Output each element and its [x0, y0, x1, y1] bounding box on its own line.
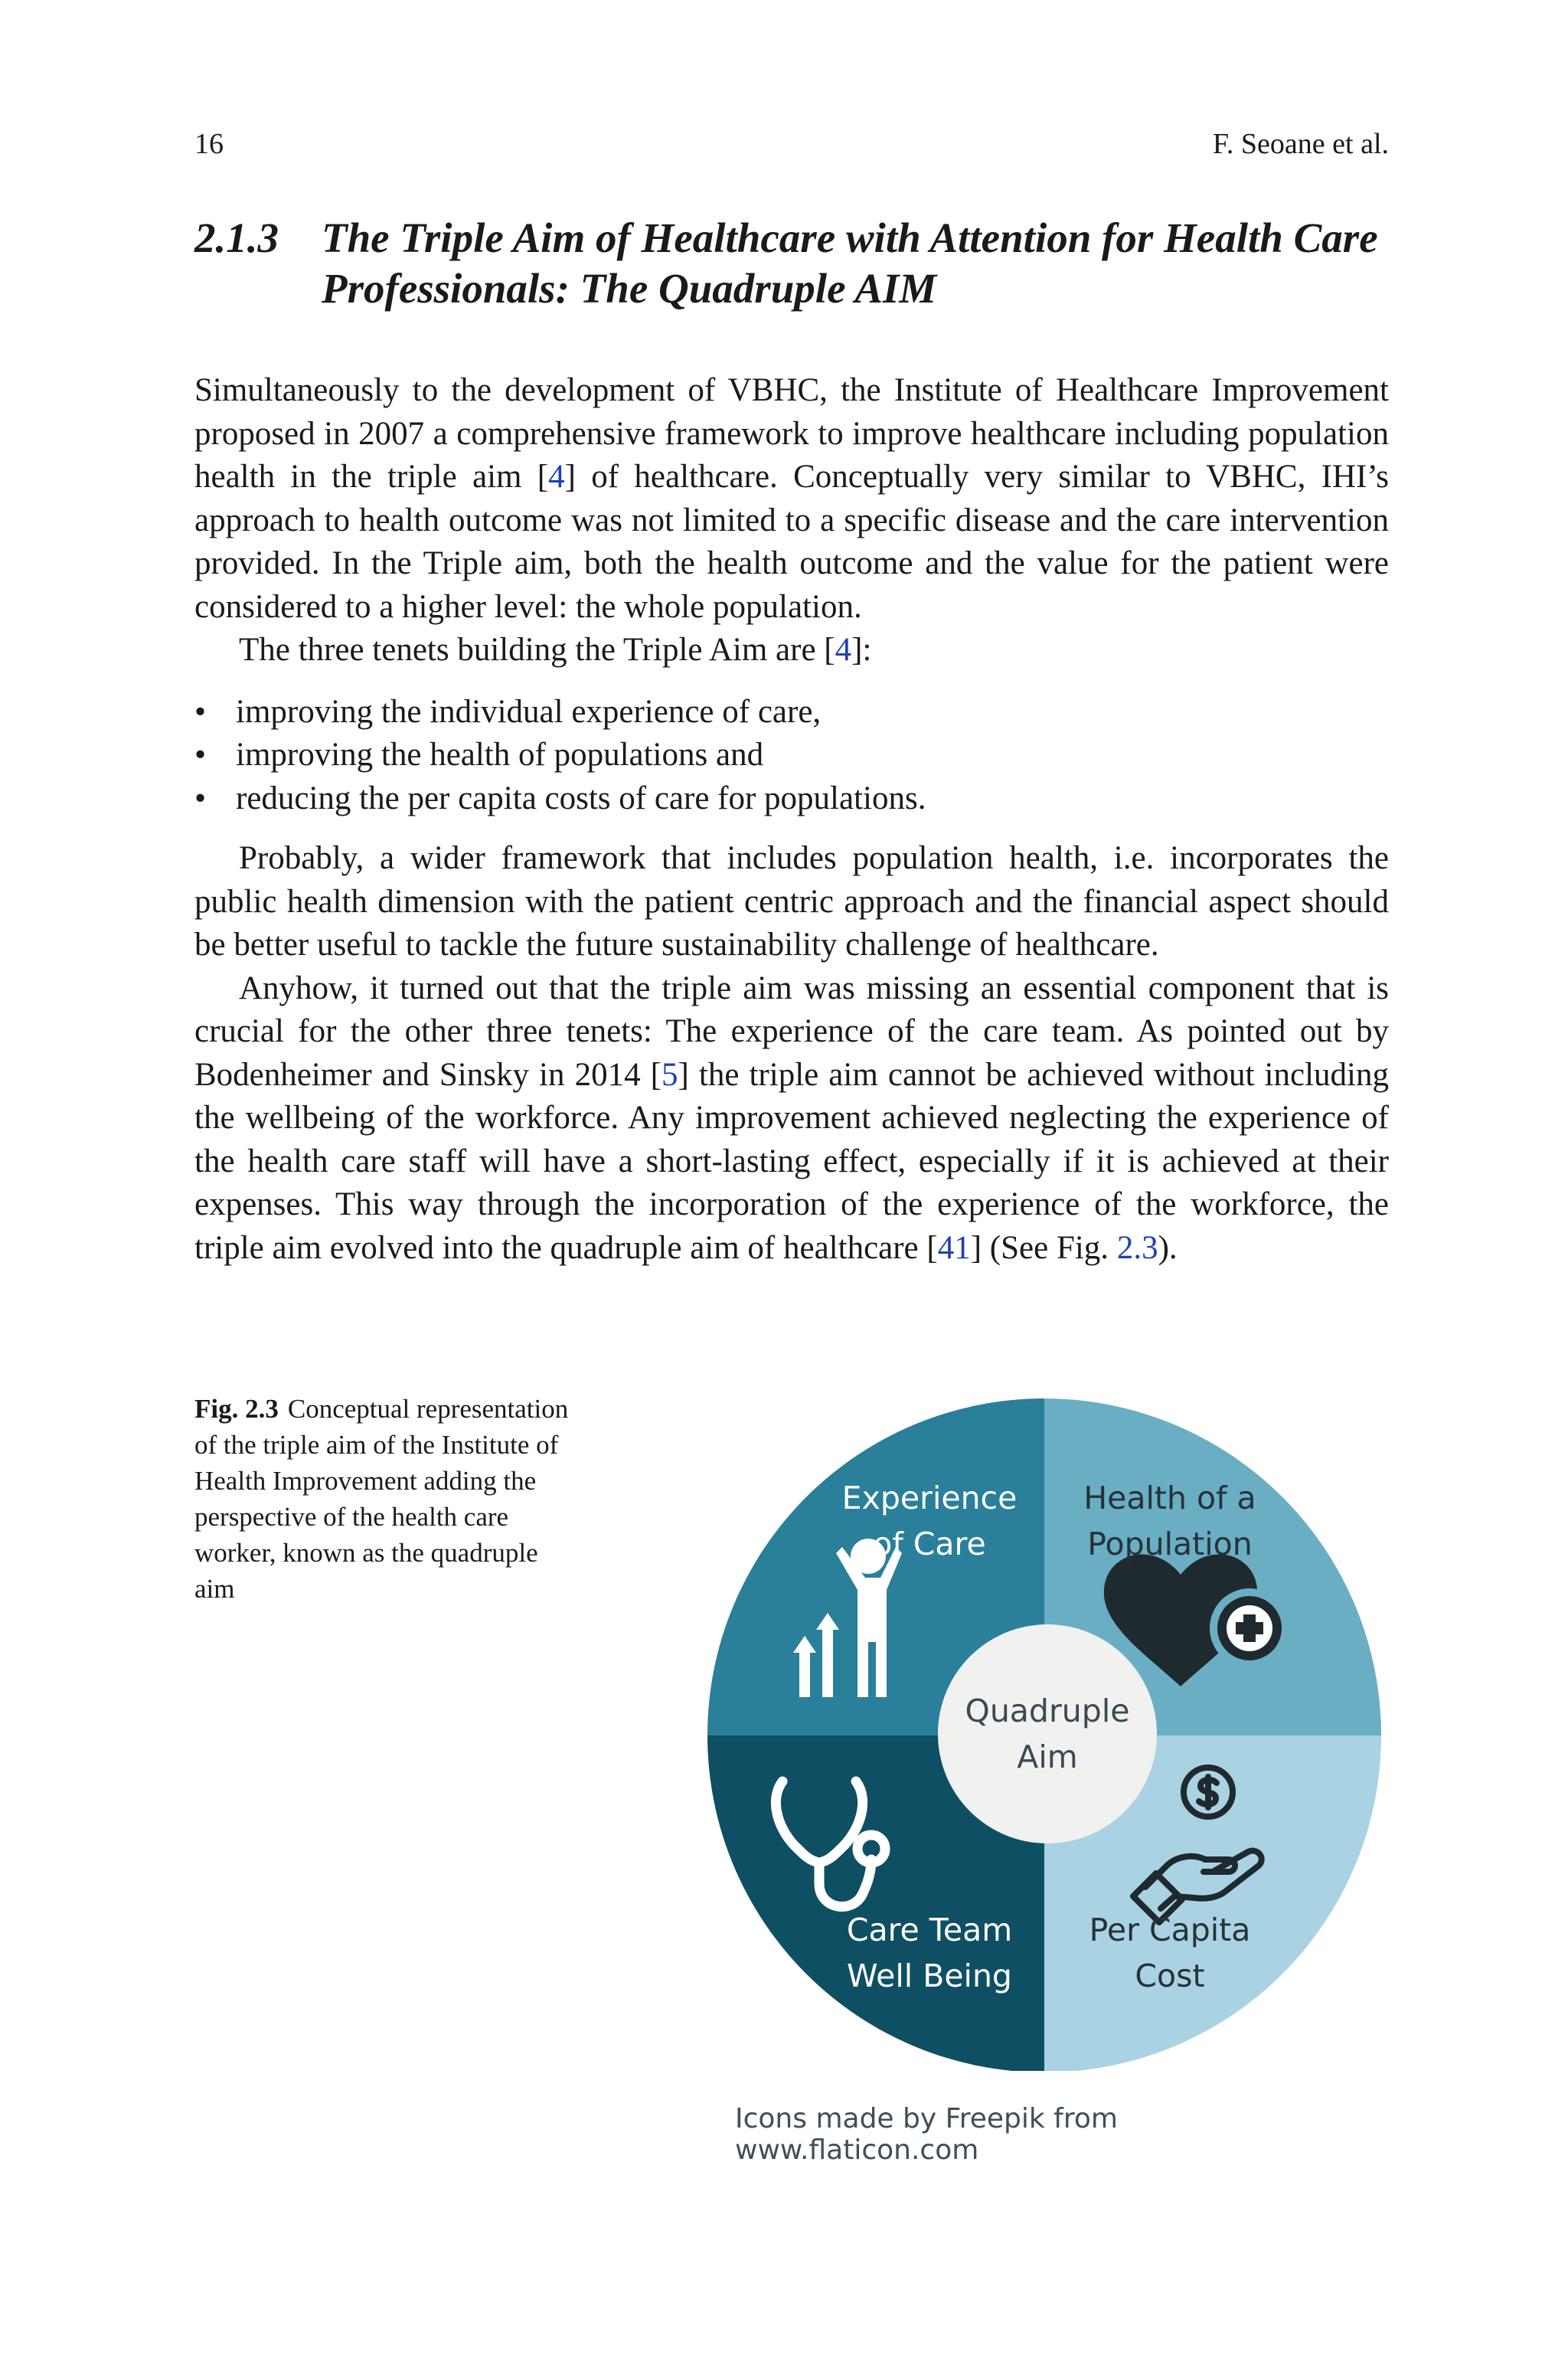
quadruple-aim-figure	[707, 1397, 1389, 2071]
paragraph-2-text-a: The three tenets building the Triple Aim are [	[239, 632, 835, 668]
label-health-of-a-population: Health of a Population	[1083, 1480, 1256, 1562]
citation-link[interactable]: 41	[937, 1229, 971, 1266]
figure-label: Fig. 2.3	[194, 1394, 279, 1424]
paragraph-4-text-a: Anyhow, it turned out that the triple aim was missing an essential component that is crucial for the other three tenets: The experience of the care team. As pointed out by Bodenheimer and Sinsky in 2014 [	[194, 970, 1389, 1093]
running-head-authors: F. Seoane et al.	[1212, 128, 1389, 160]
citation-link[interactable]: 5	[661, 1056, 678, 1093]
paragraph-4-text-b: ] the triple aim cannot be achieved without including the wellbeing of the workforce. Any improvement achieved neglecting the experience of the health care staff will have a short-lasting effect, especially if it is achieved at their expenses. This way through the incorporation of the experience of the workforce, the triple aim evolved into the quadruple aim of healthcare [	[194, 1056, 1389, 1266]
body-text	[194, 369, 1389, 1270]
paragraph-2	[194, 629, 1389, 672]
list-item: • improving the health of populations and	[194, 734, 1389, 777]
paragraph-4-text-c: ] (See Fig.	[970, 1229, 1117, 1266]
citation-link[interactable]: 4	[835, 632, 852, 668]
paragraph-3: Probably, a wider framework that includes population health, i.e. incorporates the public health dimension with the patient centric approach and the financial aspect should be better useful to tackle the future sustainability challenge of healthcare.	[194, 840, 1389, 963]
paragraph-1	[194, 369, 1389, 629]
tenet-list	[194, 691, 1389, 821]
list-item: • improving the individual experience of care,	[194, 691, 1389, 734]
list-item: • reducing the per capita costs of care for populations.	[194, 777, 1389, 821]
label-per-capita-cost: Per Capita Cost	[1089, 1912, 1251, 1994]
citation-link[interactable]: 4	[548, 459, 565, 495]
section-number: 2.1.3	[194, 214, 279, 261]
running-head	[194, 127, 1389, 165]
paragraph-4-text-d: ).	[1158, 1229, 1178, 1266]
paragraph-4	[194, 967, 1389, 1271]
page-number: 16	[194, 128, 224, 160]
center-label: Quadruple Aim	[965, 1693, 1130, 1775]
figure-caption-text: Conceptual representation of the triple aim of the Institute of Health Improvement adding the perspective of the health care worker, known as the quadruple aim	[194, 1394, 569, 1604]
section-title: The Triple Aim of Healthcare with Attention for Health Care Professionals: The Quadruple AIM	[322, 214, 1378, 312]
paragraph-2-text-b: ]:	[851, 632, 872, 668]
label-care-team-well-being: Care Team Well Being	[846, 1912, 1013, 1994]
paragraph-1-text-b: ] of healthcare. Conceptually very similar to VBHC, IHI’s approach to health outcome was not limited to a specific disease and the care intervention provided. In the Triple aim, both the health outcome and the value for the patient were considered to a higher level: the whole population.	[194, 459, 1389, 625]
label-experience-of-care: Experience of Care	[841, 1480, 1018, 1562]
figure-link[interactable]: 2.3	[1116, 1229, 1158, 1266]
icon-credit: Icons made by Freepik from www.flaticon.com	[735, 2103, 1118, 2166]
paragraph-1-text-a: Simultaneously to the development of VBHC, the Institute of Healthcare Improvement proposed in 2007 a comprehensive framework to improve healthcare including population health in the triple aim [	[194, 372, 1389, 495]
figure-caption	[194, 1391, 570, 1607]
